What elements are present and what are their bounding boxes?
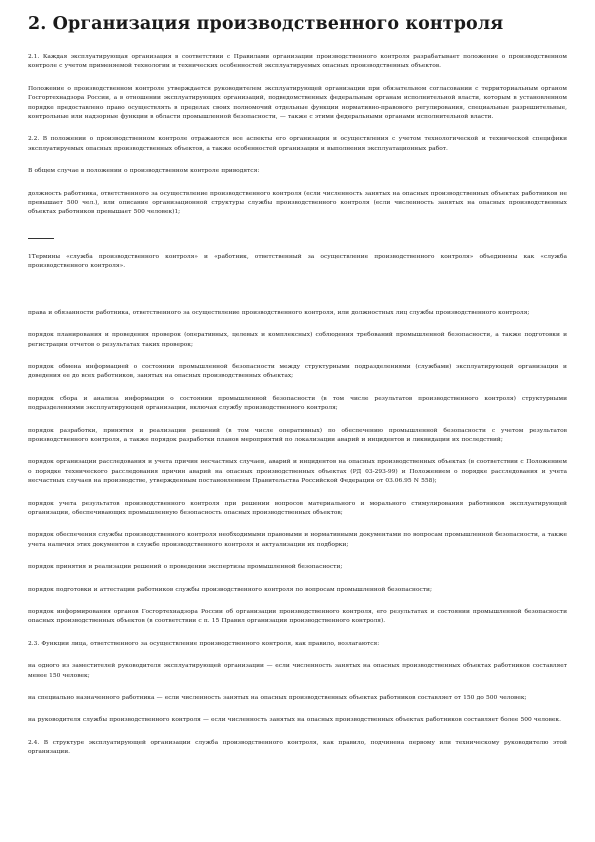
footnote: 1Термины «служба производственного контроля» и «работник, ответственный за осуществление производственного контроля» объединены как «служба производственного контроля».: [28, 253, 567, 270]
page-gap: [28, 285, 567, 309]
list-item: на специально назначенного работника — если численность занятых на опасных производственных объектах работников составляет от 150 до 500 человек;: [28, 695, 527, 702]
list-item: порядок информирования органов Госгортехнадзора России об организации производственного контроля, его результатах и состоянии промышленной безопасности опасных производственных объектов (в соответствии с п. 15 Правил организации производственного контроля).: [28, 609, 567, 625]
list-item: порядок сбора и анализа информации о состоянии промышленной безопасности (в том числе результатов производственного контроля) структурными подразделениями эксплуатирующей организации, включая службу производственного контроля;: [28, 395, 567, 412]
list-item: порядок обмена информацией о состоянии промышленной безопасности между структурными подразделениями (службами) эксплуатирующей организации и доведения ее до всех работников, занятых на опасных производственных объектах;: [28, 363, 567, 380]
paragraph-general-case: В общем случае в положении о производственном контроле приводятся:: [28, 168, 260, 175]
list-item: на руководителя службы производственного контроля — если численность занятых на опасных производственных объектах работников составляет более 500 человек.: [28, 717, 561, 724]
list-item: права и обязанности работника, ответственного за осуществление производственного контроля, или должностных лиц службы производственного контроля;: [28, 309, 530, 316]
paragraph-responsible-person: должность работника, ответственного за осуществление производственного контроля (если численность занятых на опасных производственных объектах работников не превышает 500 чел.), или описание организационной структуры службы производственного контроля (если численность занятых на опасных производственных объектах работников превышает 500 человек)1;: [28, 190, 567, 216]
list-item: порядок учета результатов производственного контроля при решении вопросов материального и морального стимулирования работников эксплуатирующей организации, обеспечивающих промышленную безопасность опасных производственных объектов;: [28, 500, 567, 516]
list-item: порядок разработки, принятия и реализации решений (в том числе оперативных) по обеспечению промышленной безопасности с учетом результатов производственного контроля, а также порядок разработки планов мероприятий по локализации аварий и инцидентов и ликвидации их последствий;: [28, 427, 567, 443]
paragraph-approval: Положение о производственном контроле утверждается руководителем эксплуатирующей организации при обязательном согласовании с территориальным органом Госгортехнадзора России, а в отношении эксплуатирующих организаций, подведомственных федеральным органам исполнительной власти, которым в установленном порядке предоставлено право осуществлять в пределах своих полномочий отдельные функции нормативно-правового регулирования, специальные разрешительные, контрольные или надзорные функции в области промышленной безопасности, — также с этими федеральными органами исполнительной власти.: [28, 85, 567, 121]
paragraph-2-4: 2.4. В структуре эксплуатирующей организации служба производственного контроля, как правило, подчинена первому или техническому руководителю этой организации.: [28, 739, 567, 756]
list-item: порядок планирования и проведения проверок (оперативных, целевых и комплексных) соблюдения требований промышленной безопасности, а также подготовки и регистрации отчетов о результатах таких проверок;: [28, 332, 567, 348]
list-item: порядок организации расследования и учета причин несчастных случаев, аварий и инцидентов на опасных производственных объектах (в соответствии с Положением о порядке технического расследования причин аварий на опасных производственных объектах (РД 03-293-99) и Положением о порядке расследования и учета несчастных случаев на производстве, утвержденным постановлением Правительства Российской Федерации от 03.06.95 N 558);: [28, 459, 567, 485]
list-item: порядок подготовки и аттестации работников службы производственного контроля по вопросам промышленной безопасности;: [28, 586, 432, 593]
section-heading: 2. Организация производственного контроля: [28, 14, 504, 34]
paragraph-2-2: 2.2. В положении о производственном контроле отражаются все аспекты его организации и осуществления с учетом технологической и технической специфики эксплуатируемых опасных производственных объектов, а также особенностей организации и выполнения эксплуатационных работ.: [28, 136, 567, 152]
list-item: на одного из заместителей руководителя эксплуатирующей организации — если численность занятых на опасных производственных объектах работников составляет менее 150 человек;: [28, 663, 567, 679]
paragraph-2-1: 2.1. Каждая эксплуатирующая организация в соответствии с Правилами организации производственного контроля разрабатывает положение о производственном контроле с учетом применяемой технологии и технических особенностей эксплуатируемых опасных производственных объектов.: [28, 54, 567, 70]
paragraph-2-3: 2.3. Функции лица, ответственного за осуществление производственного контроля, как правило, возлагаются:: [28, 640, 380, 647]
footnote-divider: [28, 238, 54, 239]
list-item: порядок принятия и реализации решений о проведении экспертизы промышленной безопасности;: [28, 564, 343, 571]
list-item: порядок обеспечения службы производственного контроля необходимыми правовыми и нормативными документами по вопросам промышленной безопасности, а также учета наличия этих документов в службе производственного контроля и актуализации их подборки;: [28, 532, 567, 548]
